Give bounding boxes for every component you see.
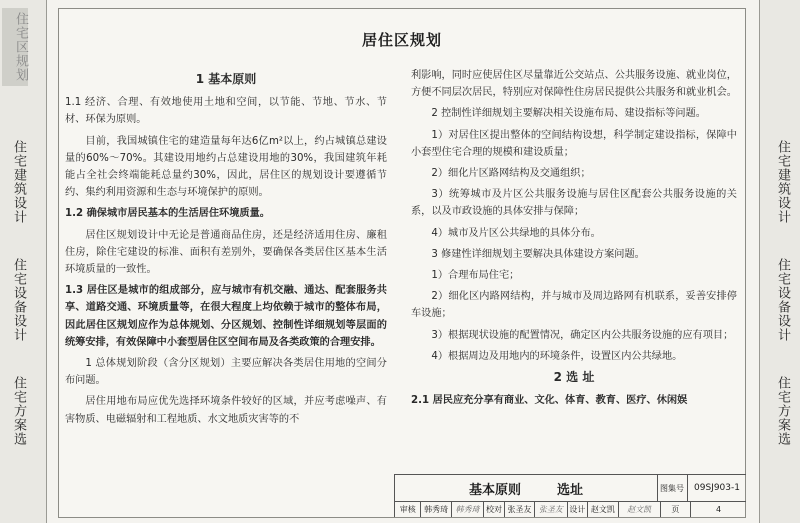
page-number: 4 (716, 505, 722, 514)
title-block-title1: 基本原则 (468, 482, 521, 498)
paragraph: 居住区规划设计中无论是普通商品住房，还是经济适用住房、廉租住房，除住宅建设的标准、面积有差别外，要确保各类居住区基本生活环境质量的一致性。 (65, 229, 387, 276)
atlas-label: 图集号 (657, 475, 688, 502)
paragraph: 1.1 经济、合理、有效地使用土地和空间，以节能、节地、节水、节材、环保为原则。 (65, 97, 387, 126)
page-title: 居住区规划 (361, 31, 442, 49)
design-signature: 赵文凯 (619, 502, 661, 517)
paragraph: 居住用地布局应优先选择环境条件较好的区域，并应考虑噪声、有害物质、电磁辐射和工程地质、水文地质灾害等的不 (65, 396, 387, 425)
atlas-number: 09SJ903-1 (688, 475, 746, 502)
paragraph: 1）合理布局住宅； (431, 270, 520, 282)
paragraph: 1.3 居住区是城市的组成部分，应与城市有机交融、通达、配套服务共享、道路交通、环境质量等，在很大程度上均依赖于城市的整体布局，因此居住区规划应作为总体规划、分区规划、控制性详细规划等层面的统筹安排，有效保障中小套型居住区空间布局及各类政策的合理安排。 (65, 285, 387, 348)
section-heading-site: 2 选 址 (553, 370, 595, 385)
paragraph: 2 控制性详细规划主要解决相关设施布局、建设指标等问题。 (431, 108, 706, 120)
paragraph: 3）根据现状设施的配置情况，确定区内公共服务设施的应有项目； (431, 329, 734, 341)
left-tab-planning[interactable]: 住宅区规划 (2, 8, 28, 86)
right-column (411, 67, 737, 413)
left-tab-scheme[interactable]: 住宅方案选 (11, 376, 26, 446)
paragraph: 1）对居住区提出整体的空间结构设想，科学制定建设指标，保障中小套型住宅合理的规模和建设质量； (411, 129, 737, 158)
title-block-name (395, 475, 658, 502)
review-label: 审核 (395, 502, 421, 517)
paragraph: 目前，我国城镇住宅的建造量每年达6亿m²以上，约占城镇总建设量的60%～70%。其建设用地约占总建设用地的30%，我国建筑年耗能占全社会终端能耗总量约30%，因此，居住区的规划设计要遵循节约、集约利用资源和生态与环境保护的原则。 (65, 135, 387, 199)
check-label: 校对 (484, 502, 505, 517)
document-page (58, 8, 746, 518)
right-side-tabs (759, 0, 800, 523)
left-column (65, 67, 387, 432)
paragraph: 4）城市及片区公共绿地的具体分布。 (431, 227, 601, 239)
signature-row (395, 502, 746, 517)
paragraph: 2）细化片区路网结构及交通组织； (431, 168, 591, 180)
paragraph: 4）根据周边及用地内的环境条件，设置区内公共绿地。 (431, 350, 683, 362)
check-signature: 张圣友 (535, 502, 567, 517)
paragraph: 1.2 确保城市居民基本的生活居住环境质量。 (65, 208, 270, 220)
title-block (394, 474, 746, 517)
right-tab-architecture[interactable]: 住宅建筑设计 (775, 140, 790, 224)
right-tab-equipment[interactable]: 住宅设备设计 (775, 258, 790, 342)
review-signature: 韩秀琦 (452, 502, 484, 517)
paragraph: 3）统筹城市及片区公共服务设施与居住区配套公共服务设施的关系，以及市政设施的具体安排与保障； (411, 189, 737, 218)
paragraph: 利影响，同时应使居住区尽量靠近公交站点、公共服务设施、就业岗位，方便不同层次居民，特别应对保障性住房居民提供公共服务和就业机会。 (411, 70, 737, 99)
design-label: 设计 (568, 502, 589, 517)
paragraph: 1 总体规划阶段（含分区规划）主要应解决各类居住用地的空间分布问题。 (65, 358, 387, 387)
paragraph: 3 修建性详细规划主要解决具体建设方案问题。 (431, 248, 645, 260)
page-label: 页 (661, 502, 691, 517)
right-tab-scheme[interactable]: 住宅方案选 (775, 376, 790, 446)
check-name: 张圣友 (505, 502, 535, 517)
paragraph: 2）细化区内路网结构，并与城市及周边路网有机联系，妥善安排停车设施； (411, 291, 737, 320)
left-side-tabs (0, 0, 47, 523)
title-block-title2: 选址 (557, 482, 584, 498)
left-tab-architecture[interactable]: 住宅建筑设计 (11, 140, 26, 224)
left-tab-equipment[interactable]: 住宅设备设计 (11, 258, 26, 342)
review-name: 韩秀琦 (421, 502, 451, 517)
design-name: 赵文凯 (588, 502, 618, 517)
section-heading-principles: 1 基本原则 (195, 72, 257, 86)
paragraph: 2.1 居民应充分享有商业、文化、体育、教育、医疗、休闲娱 (411, 395, 688, 407)
